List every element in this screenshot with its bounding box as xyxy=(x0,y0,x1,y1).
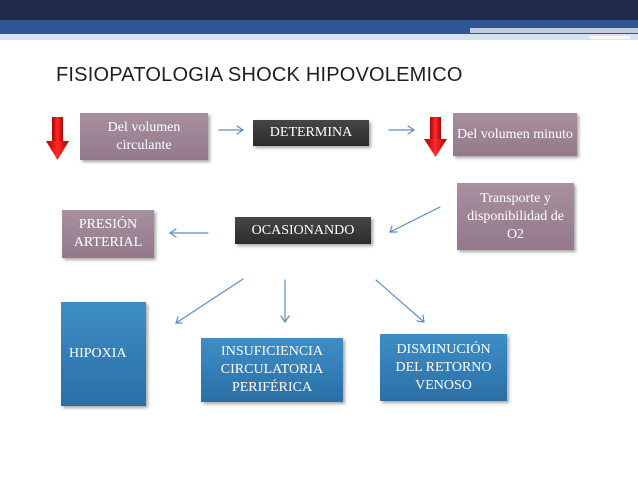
box-transporte-o2: Transporte y disponibilidad de O2 xyxy=(457,183,574,250)
box-volumen-circulante: Del volumen circulante xyxy=(80,113,208,160)
box-insuficiencia-circulatoria: INSUFICIENCIA CIRCULATORIA PERIFÉRICA xyxy=(201,338,343,402)
slide-title: FISIOPATOLOGIA SHOCK HIPOVOLEMICO xyxy=(56,64,463,86)
box-disminucion-retorno: DISMINUCIÓN DEL RETORNO VENOSO xyxy=(380,334,507,401)
box-hipoxia: HIPOXIA xyxy=(61,302,146,406)
arrow-diagonal-icon xyxy=(390,207,440,232)
arrow-right-icon xyxy=(219,126,243,134)
arrow-diagonal-icon xyxy=(176,279,243,323)
red-down-arrow-icon xyxy=(424,117,447,157)
arrow-down-icon xyxy=(281,280,289,322)
arrow-diagonal-icon xyxy=(376,280,424,322)
box-volumen-minuto: Del volumen minuto xyxy=(453,113,577,156)
red-down-arrow-icon xyxy=(46,117,69,160)
box-presion-arterial: PRESIÓN ARTERIAL xyxy=(62,210,154,258)
box-determina: DETERMINA xyxy=(253,120,369,146)
box-ocasionando: OCASIONANDO xyxy=(235,217,371,244)
arrow-right-icon xyxy=(389,126,414,134)
arrow-left-icon xyxy=(170,229,208,237)
